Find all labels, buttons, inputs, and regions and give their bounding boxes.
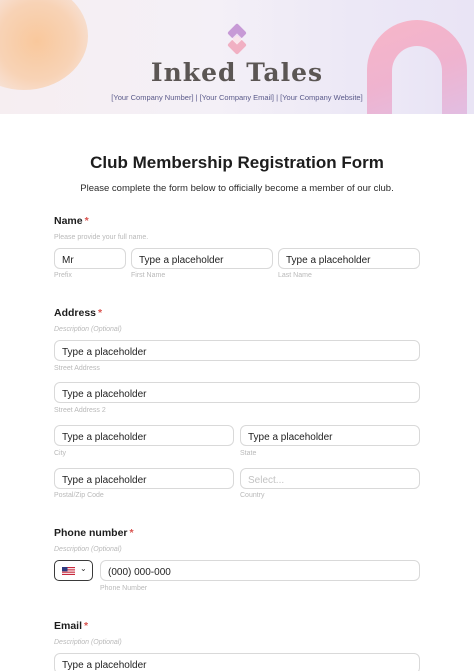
required-marker: * <box>84 620 89 632</box>
name-hint: Please provide your full name. <box>54 234 149 241</box>
street-address-2-input[interactable]: Type a placeholder <box>54 382 420 403</box>
postal-code-input[interactable]: Type a placeholder <box>54 468 234 489</box>
company-logo-icon <box>221 23 253 55</box>
street-address-2-sublabel: Street Address 2 <box>54 407 106 414</box>
address-label-text: Address <box>54 307 97 319</box>
header-banner <box>0 0 474 114</box>
street-address-sublabel: Street Address <box>54 365 100 372</box>
state-input[interactable]: Type a placeholder <box>240 425 420 446</box>
phone-number-sublabel: Phone Number <box>100 585 148 592</box>
name-label <box>54 215 89 227</box>
prefix-input[interactable]: Mr <box>54 248 126 269</box>
email-label <box>54 620 88 632</box>
postal-code-sublabel: Postal/Zip Code <box>54 492 104 499</box>
last-name-sublabel: Last Name <box>278 272 312 279</box>
chevron-down-icon: ⌄ <box>80 564 87 573</box>
country-sublabel: Country <box>240 492 265 499</box>
form-title: Club Membership Registration Form <box>90 153 384 172</box>
first-name-sublabel: First Name <box>131 272 166 279</box>
address-hint: Description (Optional) <box>54 326 122 333</box>
required-marker: * <box>84 215 89 227</box>
company-name: Inked Tales <box>150 58 324 87</box>
email-input[interactable]: Type a placeholder <box>54 653 420 671</box>
form-subtitle: Please complete the form below to officially become a member of our club. <box>80 183 394 194</box>
required-marker: * <box>98 307 103 319</box>
country-select[interactable]: Select... <box>240 468 420 489</box>
first-name-input[interactable]: Type a placeholder <box>131 248 273 269</box>
phone-label-text: Phone number <box>54 527 128 539</box>
required-marker: * <box>129 527 134 539</box>
prefix-sublabel: Prefix <box>54 272 72 279</box>
email-hint: Description (Optional) <box>54 639 122 646</box>
street-address-input[interactable]: Type a placeholder <box>54 340 420 361</box>
state-sublabel: State <box>240 450 257 457</box>
city-input[interactable]: Type a placeholder <box>54 425 234 446</box>
phone-label <box>54 527 134 539</box>
city-sublabel: City <box>54 450 67 457</box>
company-contact-line: [Your Company Number] | [Your Company Email] | [Your Company Website] <box>111 93 363 102</box>
name-label-text: Name <box>54 215 83 227</box>
email-label-text: Email <box>54 620 83 632</box>
us-flag-icon <box>62 567 75 575</box>
last-name-input[interactable]: Type a placeholder <box>278 248 420 269</box>
phone-number-input[interactable]: (000) 000-000 <box>100 560 420 581</box>
address-label <box>54 307 102 319</box>
phone-hint: Description (Optional) <box>54 546 122 553</box>
country-code-dropdown[interactable] <box>54 560 93 581</box>
